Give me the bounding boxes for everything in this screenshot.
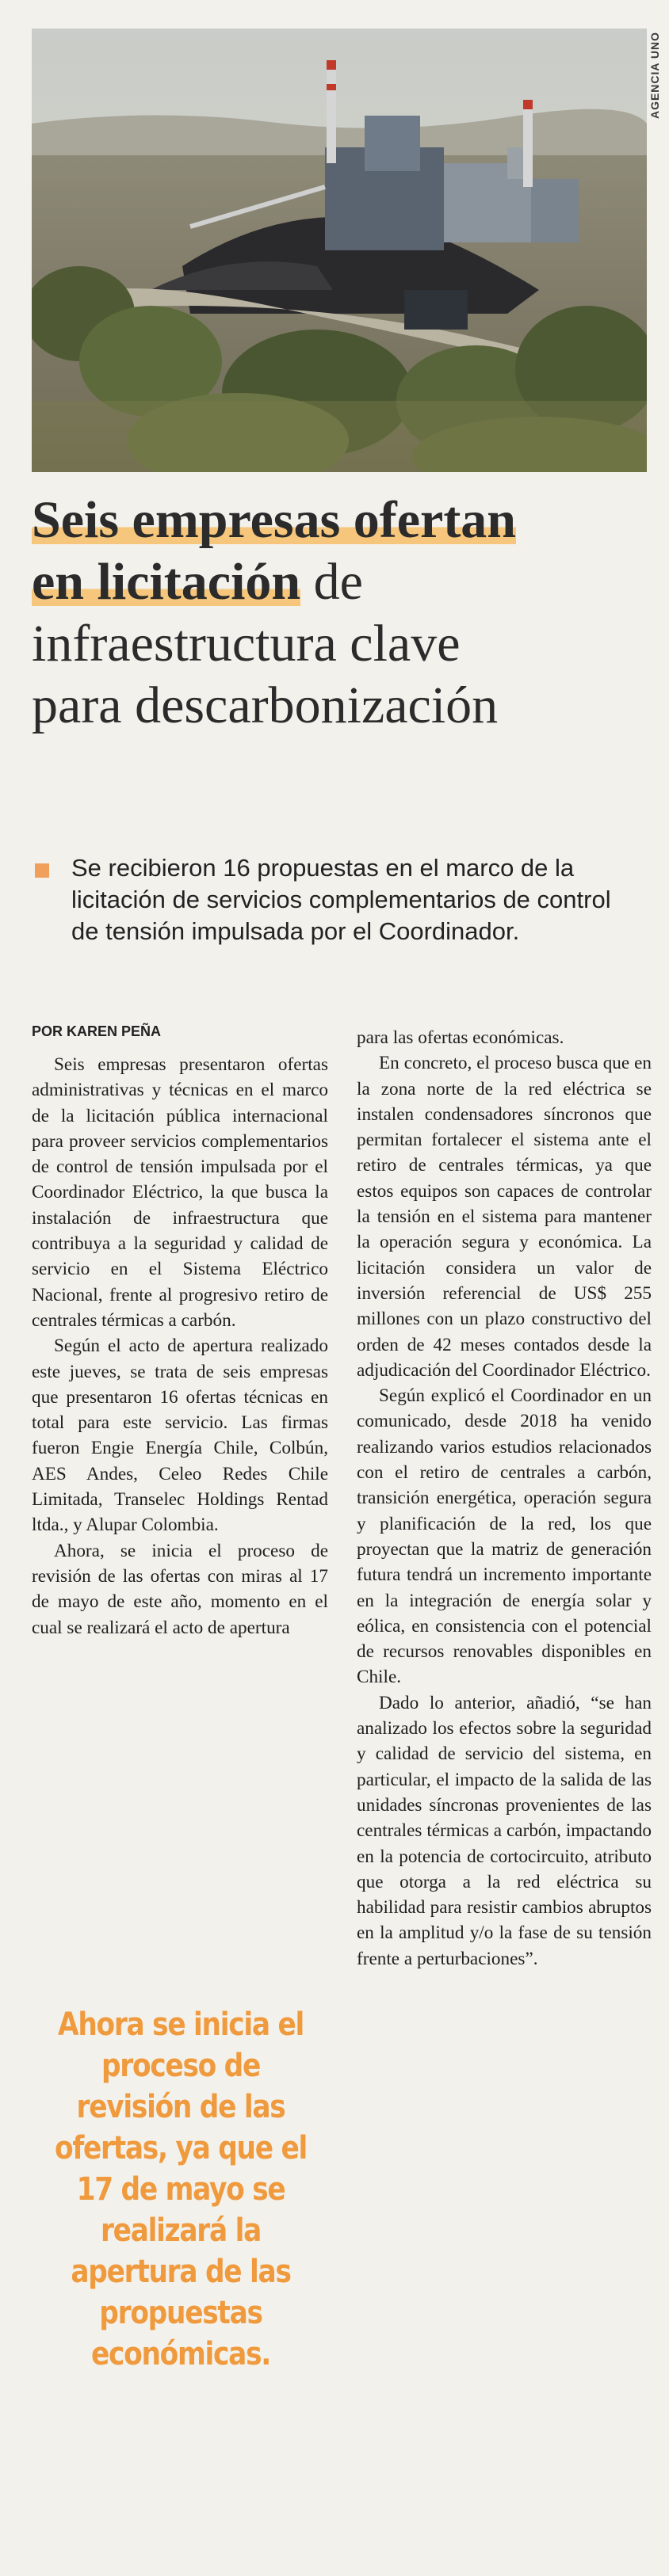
headline-rest-3: para descarbonización	[32, 676, 499, 734]
article-photo	[32, 29, 647, 472]
body-paragraph-continuation: para las ofertas económicas.	[357, 1027, 564, 1048]
body-paragraph: En concreto, el proceso busca que en la zona norte de la red eléctrica se instalen condensadores síncronos que permitan fortalecer el sistema ante el retiro de centrales térmicas, ya que estos equipos son capaces de controlar la tensión en el sistema para mantener la operación segura y económica. La licitación considera un valor de inversión referencial de US$ 255 millones con un plazo constructivo del orden de 42 meses contados desde la adjudicación del Coordinador Eléctrico.	[357, 1053, 652, 1381]
pull-quote: Ahora se inicia el proceso de revisión de las ofertas, ya que el 17 de mayo se realizará la apertura de las propuestas económicas.	[54, 2006, 308, 2372]
photo-credit: AGENCIA UNO	[648, 32, 661, 120]
lead-block	[32, 852, 642, 947]
body-paragraph: Ahora, se inicia el proceso de revisión de las ofertas con miras al 17 de mayo de este año, momento en el cual se realizará el acto de apertura	[32, 1540, 328, 1638]
headline-highlight-1: Seis empresas ofertan	[32, 491, 517, 549]
body-paragraph: Dado lo anterior, añadió, “se han analizado los efectos sobre la seguridad y calidad de servicio del sistema, en particular, el impacto de la salida de las unidades síncronas provenientes de las centrales térmicas a carbón, impactando en la potencia de cortocircuito, atributo que otorga a la red eléctrica su habilidad para resistir cambios abruptos en la amplitud y/o la fase de su tensión frente a perturbaciones”.	[357, 1692, 652, 1969]
power-plant-image	[32, 29, 647, 472]
body-paragraph: Según el acto de apertura realizado este jueves, se trata de seis empresas que presentaron 16 ofertas técnicas en total para este servicio. Las firmas fueron Engie Energía Chile, Colbún, AES Andes, Celeo Redes Chile Limitada, Transelec Holdings Rentad ltda., y Alupar Colombia.	[32, 1336, 328, 1536]
headline-rest-2: infraestructura clave	[32, 615, 461, 673]
body-column-right	[357, 1025, 652, 1972]
body-paragraph: Seis empresas presentaron ofertas administrativas y técnicas en el marco de la licitación pública internacional para proveer servicios complementarios de control de tensión impulsada por el Coordinador Eléctrico, la que busca la instalación de infraestructura que contribuya a la seguridad y calidad de servicio en el Sistema Eléctrico Nacional, frente al progresivo retiro de centrales térmicas a carbón.	[32, 1054, 328, 1331]
headline-highlight-2: en licitación	[32, 553, 301, 611]
body-column-left	[32, 1052, 328, 1640]
body-paragraph: Según explicó el Coordinador en un comunicado, desde 2018 ha venido realizando varios estudios relacionados con el retiro de centrales a carbón, transición energética, operación segura y planificación de la red, los que proyectan que la matriz de generación futura tendrá un incremento importante en la integración de energía solar y eólica, en consistencia con el potencial de recursos renovables disponibles en Chile.	[357, 1385, 652, 1688]
lead-text: Se recibieron 16 propuestas en el marco de la licitación de servicios complementarios de control de tensión impulsada por el Coordinador.	[71, 854, 611, 945]
bullet-square-icon	[35, 863, 49, 878]
byline: POR KAREN PEÑA	[32, 1023, 162, 1039]
headline	[32, 490, 658, 737]
headline-rest-1: de	[313, 553, 363, 611]
